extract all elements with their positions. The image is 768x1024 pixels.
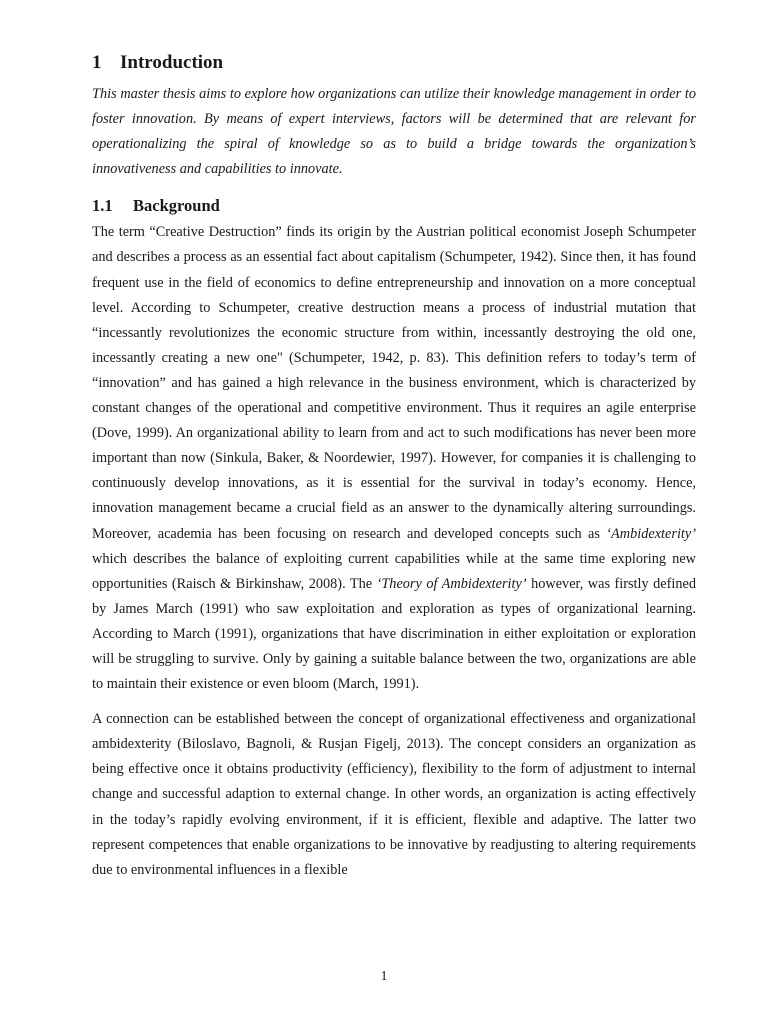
italic-term: ‘Theory of Ambidexterity’ [376,575,527,592]
document-page [92,50,696,883]
body-paragraph-1 [92,220,696,697]
subsection-title: Background [133,196,220,216]
body-paragraph-2: A connection can be established between the concept of organizational effectiveness and organizational ambidexterity (Biloslavo, Bagnoli, & Rusjan Figelj, 2013). The concept considers an organization as being effective once it obtains productivity (efficiency), flexibility to the form of adjustment to internal change and successful adaption to external change. In other words, an organization is acting effectively in the today’s rapidly evolving environment, if it is efficient, flexible and adaptive. The latter two represent competences that enable organizations to be innovative by readjusting to altering requirements due to environmental influences in a flexible [92,711,696,878]
page-number: 1 [380,969,388,984]
paragraph-text: which describes the balance of exploiting current capabilities while at the same time exploring new opportunities (Raisch & Birkinshaw, 2008). The [92,550,696,592]
subsection-heading [92,194,696,218]
paragraph-text: The term “Creative Destruction” finds its origin by the Austrian political economist Joseph Schumpeter and describes a process as an essential fact about capitalism (Schumpeter, 1942). Since then, it has found frequent use in the field of economics to define entrepreneurship and innovation on a more conceptual level. According to Schumpeter, creative destruction means a process of industrial mutation that “incessantly revolutionizes the economic structure from within, incessantly destroying the old one, incessantly creating a new one" (Schumpeter, 1942, p. 83). This definition refers to today’s term of “innovation” and has gained a high relevance in the business environment, which is characterized by constant changes of the operational and competitive environment. Thus it requires an agile enterprise (Dove, 1999). An organizational ability to learn from and act to such modifications has never been more important than now (Sinkula, Baker, & Noordewier, 1997). However, for companies it is challenging to continuously develop innovations, as it is essential for the survival in today’s economy. Hence, innovation management became a crucial field as an answer to the dynamically altering surroundings. Moreover, academia has been focusing on research and developed concepts such as [92,224,696,542]
paragraph-text: however, was firstly defined by James March (1991) who saw exploitation and exploration as types of organizational learning. According to March (1991), organizations that have discrimination in either exploitation or exploration will be struggling to survive. Only by gaining a suitable balance between the two, organizations are able to maintain their existence or even bloom (March, 1991). [92,575,696,693]
section-number: 1 [92,52,102,73]
italic-term: ‘Ambidexterity’ [606,525,696,542]
section-heading [92,50,696,76]
section-abstract: This master thesis aims to explore how organizations can utilize their knowledge management in order to foster innovation. By means of expert interviews, factors will be determined that are relevant for operationalizing the spiral of knowledge so as to build a bridge towards the organization’s innovativeness and capabilities to innovate. [92,86,696,178]
subsection-number: 1.1 [92,196,113,216]
section-title: Introduction [120,52,224,73]
